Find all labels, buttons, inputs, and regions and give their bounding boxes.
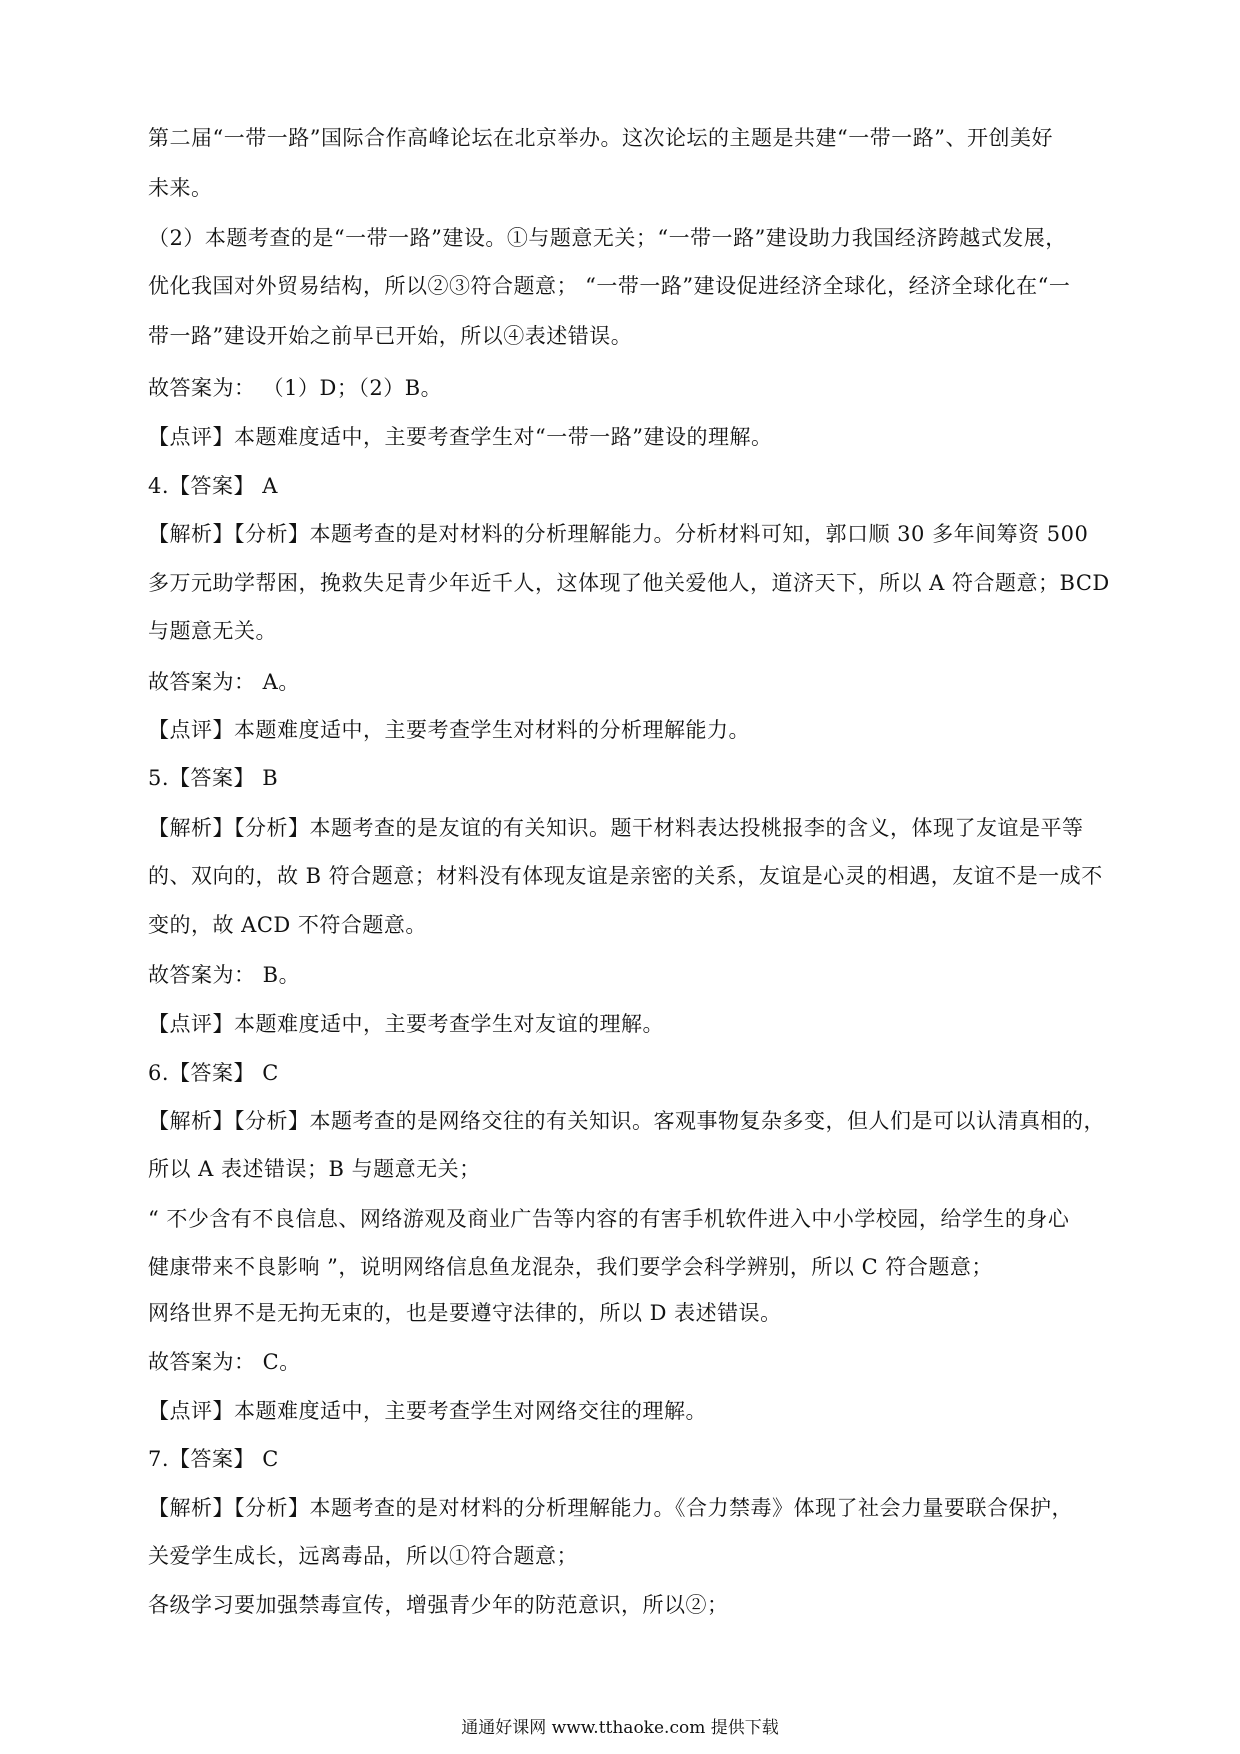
text-line: 故答案为： A。 (148, 670, 300, 694)
text-line: “ 不少含有不良信息、网络游观及商业广告等内容的有害手机软件进入中小学校园，给学生的身心 (148, 1207, 1070, 1231)
question-number: 6.【答案】 C (148, 1061, 279, 1085)
text-line: 【解析】【分析】本题考查的是友谊的有关知识。题干材料表达投桃报李的含义，体现了友谊是平等 (148, 816, 1084, 840)
question-number: 7.【答案】 C (148, 1447, 279, 1471)
text-line: （2）本题考查的是“一带一路”建设。①与题意无关；“一带一路”建设助力我国经济跨越式发展， (148, 226, 1067, 250)
text-line: 故答案为： （1）D；（2）B。 (148, 376, 443, 400)
text-line: 第二届“一带一路”国际合作高峰论坛在北京举办。这次论坛的主题是共建“一带一路”、开创美好 (148, 126, 1053, 150)
text-line: 所以 A 表述错误；B 与题意无关； (148, 1157, 481, 1181)
text-line: 带一路”建设开始之前早已开始，所以④表述错误。 (148, 324, 633, 348)
question-number: 4.【答案】 A (148, 474, 278, 498)
text-line: 【点评】本题难度适中，主要考查学生对材料的分析理解能力。 (148, 718, 750, 742)
text-line: 【解析】【分析】本题考查的是网络交往的有关知识。客观事物复杂多变，但人们是可以认清真相的， (148, 1109, 1105, 1133)
text-line: 【解析】【分析】本题考查的是对材料的分析理解能力。分析材料可知，郭口顺 30 多年间筹资 500 (148, 522, 1089, 546)
text-line: 【点评】本题难度适中，主要考查学生对友谊的理解。 (148, 1012, 664, 1036)
text-line: 【解析】【分析】本题考查的是对材料的分析理解能力。《合力禁毒》体现了社会力量要联合保护， (148, 1496, 1073, 1520)
page-footer: 通通好课网 www.tthaoke.com 提供下载 (461, 1718, 779, 1738)
text-line: 网络世界不是无拘无束的，也是要遵守法律的，所以 D 表述错误。 (148, 1301, 782, 1325)
text-line: 未来。 (148, 176, 213, 200)
text-line: 的、双向的，故 B 符合题意；材料没有体现友谊是亲密的关系，友谊是心灵的相遇，友谊不是一成不 (148, 864, 1103, 888)
text-line: 各级学习要加强禁毒宣传，增强青少年的防范意识，所以②； (148, 1593, 729, 1617)
text-line: 【点评】本题难度适中，主要考查学生对网络交往的理解。 (148, 1399, 707, 1423)
text-line: 健康带来不良影响 ”，说明网络信息鱼龙混杂，我们要学会科学辨别，所以 C 符合题意； (148, 1255, 993, 1279)
text-line: 与题意无关。 (148, 619, 277, 643)
text-line: 【点评】本题难度适中，主要考查学生对“一带一路”建设的理解。 (148, 425, 773, 449)
text-line: 关爱学生成长，远离毒品，所以①符合题意； (148, 1544, 578, 1568)
question-number: 5.【答案】 B (148, 766, 279, 790)
text-line: 优化我国对外贸易结构，所以②③符合题意； “一带一路”建设促进经济全球化，经济全球化在“一 (148, 274, 1071, 298)
text-line: 多万元助学帮困，挽救失足青少年近千人，这体现了他关爱他人，道济天下，所以 A 符合题意；BCD (148, 571, 1110, 595)
text-line: 变的，故 ACD 不符合题意。 (148, 913, 427, 937)
text-line: 故答案为： C。 (148, 1350, 301, 1374)
text-line: 故答案为： B。 (148, 963, 301, 987)
